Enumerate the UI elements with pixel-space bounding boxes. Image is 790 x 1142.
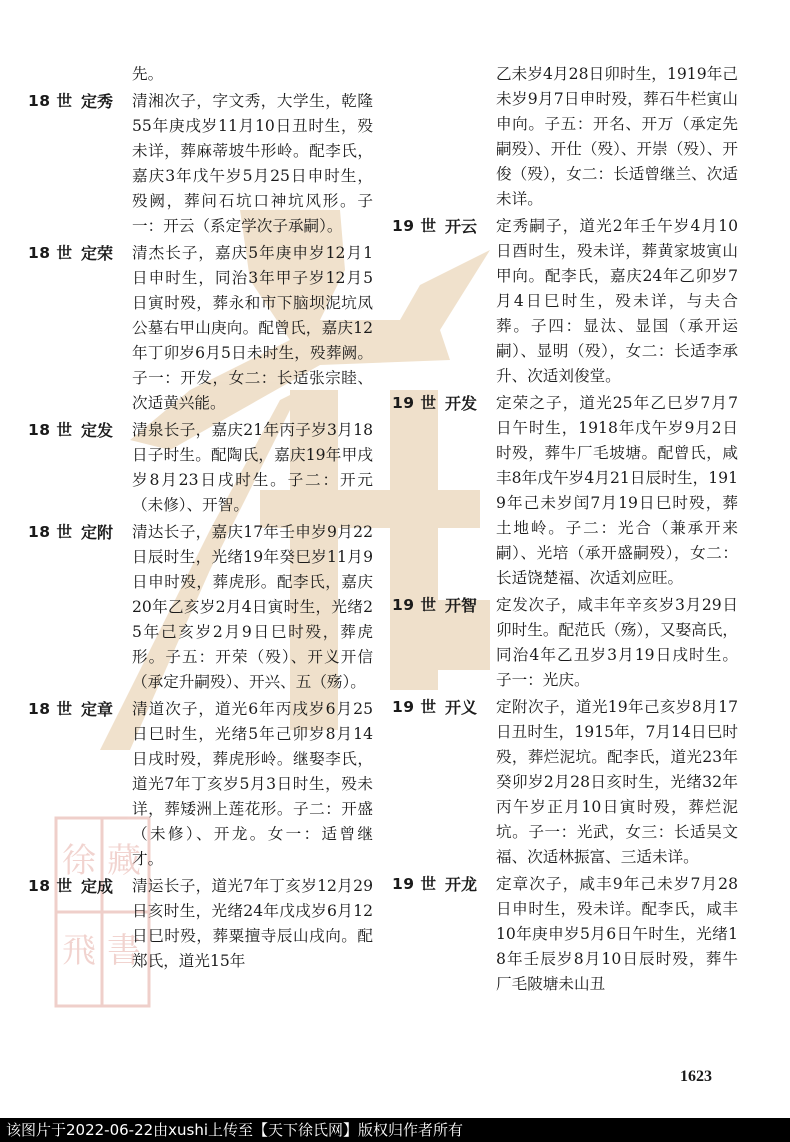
person-name: 定发 [81, 421, 114, 440]
generation-label: 19 世 [392, 394, 437, 412]
entry-text: 定附次子，道光19年己亥岁8月17日丑时生，1915年，7月14日巳时殁，葬烂泥坑。配李氏，道光23年癸卯岁2月28日亥时生，光绪32年丙午岁正月10日寅时殁，葬烂泥坑。子一：光武，女三：长适吴文福、次适林振富、三适未详。 [496, 698, 738, 866]
genealogy-entry [392, 593, 738, 693]
continuation-entry [392, 62, 738, 212]
person-name: 定成 [81, 877, 114, 896]
svg-text:飛: 飛 [62, 931, 96, 971]
svg-text:書: 書 [107, 931, 141, 971]
svg-text:藏: 藏 [107, 841, 141, 881]
entry-text: 定秀嗣子，道光2年壬午岁4月10日酉时生，殁未详，葬黄家坡寅山甲向。配李氏，嘉庆24年乙卯岁7月4日巳时生，殁未详，与夫合葬。子四：显汰、显国（承开运嗣）、显明（殁），女二：长适李承升、次适刘俊堂。 [496, 217, 738, 385]
genealogy-entry [28, 241, 373, 416]
person-name: 开智 [445, 596, 478, 615]
entry-text: 清运长子，道光7年丁亥岁12月29日亥时生，光绪24年戊戌岁6月12日巳时殁，葬粟擅寺辰山戌向。配郑氏，道光15年 [132, 877, 373, 970]
person-name: 开龙 [445, 875, 478, 894]
generation-label: 18 世 [28, 92, 73, 110]
generation-label: 19 世 [392, 217, 437, 235]
generation-label: 19 世 [392, 596, 437, 614]
upload-footer-banner: 该图片于2022-06-22由xushi上传至【天下徐氏网】版权归作者所有 [0, 1118, 790, 1142]
genealogy-entry [392, 872, 738, 997]
generation-label: 18 世 [28, 877, 73, 895]
genealogy-entry [28, 697, 373, 872]
genealogy-entry [28, 418, 373, 518]
genealogy-entry [392, 695, 738, 870]
continuation-text: 乙未岁4月28日卯时生，1919年己未岁9月7日申时殁，葬石牛栏寅山申向。子五：开名、开万（承定先嗣殁）、开仕（殁）、开崇（殁）、开俊（殁），女二：长适曾继兰、次适未详。 [496, 65, 738, 208]
generation-label: 18 世 [28, 523, 73, 541]
left-column [28, 62, 373, 976]
generation-label: 18 世 [28, 421, 73, 439]
person-name: 定章 [81, 700, 114, 719]
right-column [392, 62, 738, 999]
entry-text: 清杰长子，嘉庆5年庚申岁12月1日申时生，同治3年甲子岁12月5日寅时殁，葬永和市下脑坝泥坑凤公墓右甲山庚向。配曾氏，嘉庆12年丁卯岁6月5日未时生，殁葬阙。子一：开发，女二：长适张宗睦、次适黄兴能。 [132, 244, 373, 412]
person-name: 开发 [445, 394, 478, 413]
generation-label: 19 世 [392, 875, 437, 893]
svg-text:徐: 徐 [62, 841, 96, 881]
entry-text: 清达长子，嘉庆17年壬申岁9月22日辰时生，光绪19年癸巳岁11月9日申时殁，葬虎形。配李氏，嘉庆20年乙亥岁2月4日寅时生，光绪25年己亥岁2月9日巳时殁，葬虎形。子五：开荣（殁）、开义开信（承定升嗣殁）、开兴、五（殇）。 [132, 523, 373, 691]
entry-text: 清道次子，道光6年丙戌岁6月25日巳时生，光绪5年己卯岁8月14日戌时殁，葬虎形岭。继娶李氏，道光7年丁亥岁5月3日时生，殁未详，葬矮洲上莲花形。子二：开盛（未修）、开龙。女一：适曾继才。 [132, 700, 373, 868]
generation-label: 19 世 [392, 698, 437, 716]
entry-text: 定章次子，咸丰9年己未岁7月28日申时生，殁未详。配李氏，咸丰10年庚申岁5月6日午时生，光绪18年壬辰岁8月10日辰时殁，葬牛厂毛陂塘未山丑 [496, 875, 738, 993]
continuation-text: 先。 [132, 65, 164, 83]
person-name: 定荣 [81, 244, 114, 263]
entry-text: 清泉长子，嘉庆21年丙子岁3月18日子时生。配陶氏，嘉庆19年甲戌岁8月23日戌时生。子二：开元（未修）、开智。 [132, 421, 373, 514]
person-name: 定秀 [81, 92, 114, 111]
generation-label: 18 世 [28, 244, 73, 262]
entry-text: 定发次子，咸丰年辛亥岁3月29日卯时生。配范氏（殇），又娶高氏，同治4年乙丑岁3月19日戌时生。子一：光庆。 [496, 596, 738, 689]
generation-label: 18 世 [28, 700, 73, 718]
entry-text: 定荣之子，道光25年乙巳岁7月7日午时生，1918年戊午岁9月2日时殁，葬牛厂毛坡塘。配曾氏，咸丰8年戊午岁4月21日辰时生，1919年己未岁闰7月19日巳时殁，葬土地岭。子二：光合（兼承开来嗣）、光培（承开盛嗣殁），女二：长适饶楚福、次适刘应旺。 [496, 394, 738, 587]
genealogy-entry [392, 391, 738, 591]
genealogy-entry [392, 214, 738, 389]
person-name: 定附 [81, 523, 114, 542]
genealogy-entry [28, 520, 373, 695]
person-name: 开云 [445, 217, 478, 236]
entry-text: 清湘次子，字文秀，大学生，乾隆55年庚戌岁11月10日丑时生，殁未详，葬麻蒂坡牛形岭。配李氏，嘉庆3年戊午岁5月25日申时生，殁阙，葬问石坑口神坑风形。子一：开云（系定学次子承嗣）。 [132, 92, 373, 235]
page-number: 1623 [680, 1068, 712, 1085]
genealogy-entry [28, 874, 373, 974]
person-name: 开义 [445, 698, 478, 717]
genealogy-entry [28, 89, 373, 239]
